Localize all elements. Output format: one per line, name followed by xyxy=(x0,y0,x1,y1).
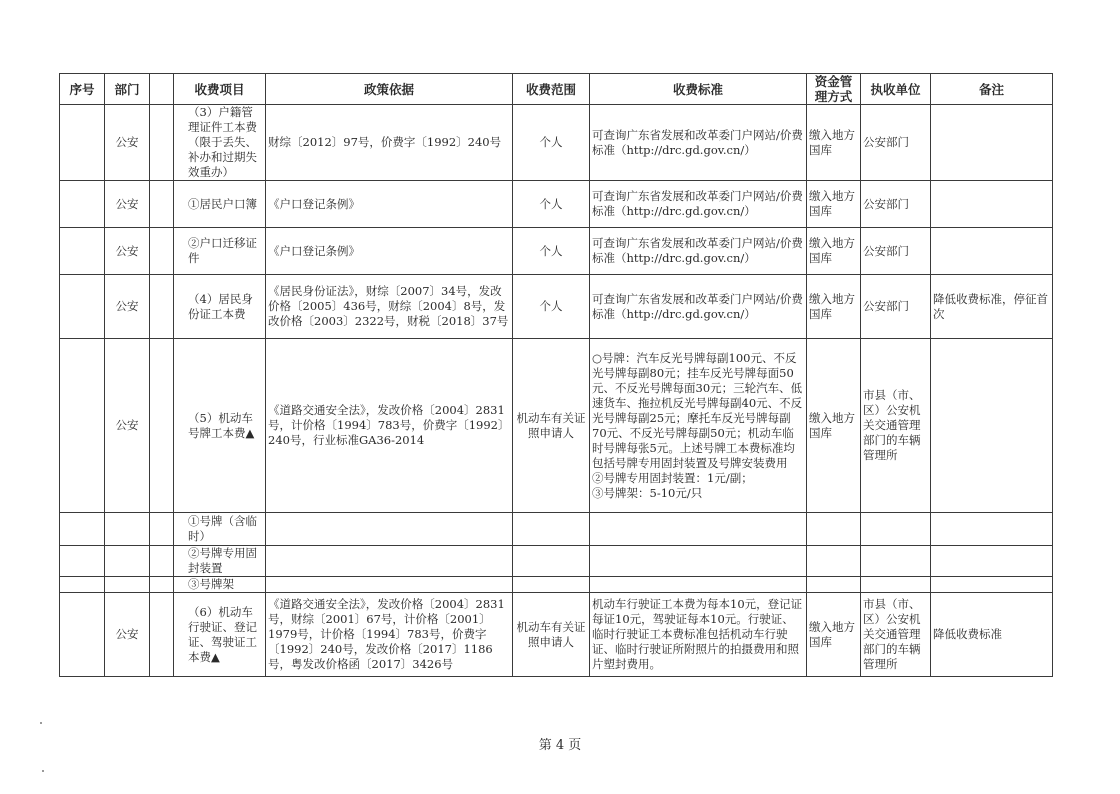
header-seq: 序号 xyxy=(60,74,105,105)
scan-speck xyxy=(42,770,44,772)
cell-item: （5）机动车号牌工本费▲ xyxy=(174,339,266,513)
header-standard: 收费标准 xyxy=(590,74,807,105)
cell-seq xyxy=(60,228,105,275)
cell-unit: 公安部门 xyxy=(861,275,931,339)
cell-item: （3）户籍管理证件工本费（限于丢失、补办和过期失效重办） xyxy=(174,105,266,181)
cell-seq xyxy=(60,577,105,593)
cell-unit xyxy=(861,546,931,577)
cell-fund: 缴入地方国库 xyxy=(807,181,861,228)
table-row xyxy=(60,513,1053,546)
cell-standard: 可查询广东省发展和改革委门户网站/价费标准（http://drc.gd.gov.cn/） xyxy=(590,181,807,228)
cell-note xyxy=(931,228,1053,275)
cell-item: ②号牌专用固封装置 xyxy=(174,546,266,577)
cell-fund xyxy=(807,546,861,577)
cell-standard: 机动车行驶证工本费为每本10元，登记证每证10元，驾驶证每本10元。行驶证、临时行驶证工本费标准包括机动车行驶证、临时行驶证所附照片的拍摄费用和照片塑封费用。 xyxy=(590,593,807,677)
cell-seq xyxy=(60,546,105,577)
header-dept: 部门 xyxy=(105,74,150,105)
cell-dept xyxy=(105,513,150,546)
header-row xyxy=(60,74,1053,105)
cell-item: ①号牌（含临时） xyxy=(174,513,266,546)
cell-scope xyxy=(513,546,590,577)
header-blank xyxy=(150,74,174,105)
cell-note xyxy=(931,181,1053,228)
cell-policy xyxy=(266,577,513,593)
cell-blank xyxy=(150,181,174,228)
cell-blank xyxy=(150,105,174,181)
cell-blank xyxy=(150,546,174,577)
cell-fund: 缴入地方国库 xyxy=(807,339,861,513)
cell-dept: 公安 xyxy=(105,593,150,677)
cell-dept: 公安 xyxy=(105,105,150,181)
cell-note xyxy=(931,546,1053,577)
cell-note xyxy=(931,577,1053,593)
cell-unit: 市县（市、区）公安机关交通管理部门的车辆管理所 xyxy=(861,339,931,513)
cell-item: （4）居民身份证工本费 xyxy=(174,275,266,339)
cell-note: 降低收费标准，停征首次 xyxy=(931,275,1053,339)
table-row xyxy=(60,181,1053,228)
cell-scope: 机动车有关证照申请人 xyxy=(513,593,590,677)
cell-standard xyxy=(590,546,807,577)
cell-scope: 个人 xyxy=(513,275,590,339)
cell-seq xyxy=(60,593,105,677)
cell-unit xyxy=(861,577,931,593)
cell-item: ①居民户口簿 xyxy=(174,181,266,228)
header-note: 备注 xyxy=(931,74,1053,105)
cell-fund: 缴入地方国库 xyxy=(807,228,861,275)
cell-unit xyxy=(861,513,931,546)
cell-seq xyxy=(60,339,105,513)
cell-item: （6）机动车行驶证、登记证、驾驶证工本费▲ xyxy=(174,593,266,677)
cell-fund: 缴入地方国库 xyxy=(807,275,861,339)
cell-standard xyxy=(590,577,807,593)
cell-item: ②户口迁移证件 xyxy=(174,228,266,275)
cell-policy: 《居民身份证法》，财综〔2007〕34号，发改价格〔2005〕436号，财综〔2004〕8号，发改价格〔2003〕2322号，财税〔2018〕37号 xyxy=(266,275,513,339)
fee-table xyxy=(59,73,1053,677)
table-row xyxy=(60,275,1053,339)
cell-note xyxy=(931,513,1053,546)
cell-scope: 机动车有关证照申请人 xyxy=(513,339,590,513)
cell-blank xyxy=(150,577,174,593)
cell-scope: 个人 xyxy=(513,228,590,275)
cell-seq xyxy=(60,513,105,546)
cell-fund xyxy=(807,513,861,546)
cell-fund: 缴入地方国库 xyxy=(807,593,861,677)
table-row xyxy=(60,577,1053,593)
cell-policy: 《道路交通安全法》，发改价格〔2004〕2831号，财综〔2001〕67号，计价格〔2001〕1979号，计价格〔1994〕783号，价费字〔1992〕240号，发改价格〔2017〕1186号，粤发改价格函〔2017〕3426号 xyxy=(266,593,513,677)
cell-seq xyxy=(60,181,105,228)
cell-dept xyxy=(105,546,150,577)
cell-dept: 公安 xyxy=(105,181,150,228)
cell-blank xyxy=(150,593,174,677)
page-number: 第 4 页 xyxy=(538,738,582,753)
cell-unit: 公安部门 xyxy=(861,181,931,228)
cell-standard: 可查询广东省发展和改革委门户网站/价费标准（http://drc.gd.gov.cn/） xyxy=(590,228,807,275)
table-row xyxy=(60,546,1053,577)
cell-note: 降低收费标准 xyxy=(931,593,1053,677)
cell-scope xyxy=(513,513,590,546)
cell-scope: 个人 xyxy=(513,181,590,228)
cell-standard xyxy=(590,513,807,546)
cell-item: ③号牌架 xyxy=(174,577,266,593)
header-fund: 资金管理方式 xyxy=(807,74,861,105)
cell-dept xyxy=(105,577,150,593)
cell-scope xyxy=(513,577,590,593)
header-unit: 执收单位 xyxy=(861,74,931,105)
scan-speck xyxy=(40,722,42,724)
cell-fund xyxy=(807,577,861,593)
cell-scope: 个人 xyxy=(513,105,590,181)
cell-policy xyxy=(266,546,513,577)
cell-blank xyxy=(150,513,174,546)
table-row xyxy=(60,228,1053,275)
cell-unit: 公安部门 xyxy=(861,105,931,181)
cell-policy xyxy=(266,513,513,546)
cell-blank xyxy=(150,228,174,275)
cell-seq xyxy=(60,275,105,339)
cell-unit: 市县（市、区）公安机关交通管理部门的车辆管理所 xyxy=(861,593,931,677)
table-row xyxy=(60,105,1053,181)
cell-dept: 公安 xyxy=(105,228,150,275)
cell-fund: 缴入地方国库 xyxy=(807,105,861,181)
cell-unit: 公安部门 xyxy=(861,228,931,275)
cell-policy: 《户口登记条例》 xyxy=(266,181,513,228)
cell-standard: ○号牌：汽车反光号牌每副100元、不反光号牌每副80元；挂车反光号牌每面50元、不反光号牌每面30元；三轮汽车、低速货车、拖拉机反光号牌每副40元、不反光号牌每副25元；摩托车反光号牌每副70元、不反光号牌每副50元；机动车临时号牌每张5元。上述号牌工本费标准均包括号牌专用固封装置及号牌安装费用 ②号牌专用固封装置：1元/副； ③号牌架：5-10元/只 xyxy=(590,339,807,513)
header-scope: 收费范围 xyxy=(513,74,590,105)
cell-note xyxy=(931,105,1053,181)
table-row xyxy=(60,593,1053,677)
header-item: 收费项目 xyxy=(174,74,266,105)
cell-policy: 财综〔2012〕97号，价费字〔1992〕240号 xyxy=(266,105,513,181)
cell-seq xyxy=(60,105,105,181)
cell-policy: 《道路交通安全法》，发改价格〔2004〕2831号，计价格〔1994〕783号，价费字〔1992〕240号，行业标准GA36-2014 xyxy=(266,339,513,513)
cell-blank xyxy=(150,275,174,339)
cell-dept: 公安 xyxy=(105,339,150,513)
cell-blank xyxy=(150,339,174,513)
cell-standard: 可查询广东省发展和改革委门户网站/价费标准（http://drc.gd.gov.cn/） xyxy=(590,275,807,339)
cell-dept: 公安 xyxy=(105,275,150,339)
cell-note xyxy=(931,339,1053,513)
cell-policy: 《户口登记条例》 xyxy=(266,228,513,275)
cell-standard: 可查询广东省发展和改革委门户网站/价费标准（http://drc.gd.gov.cn/） xyxy=(590,105,807,181)
table-row xyxy=(60,339,1053,513)
header-policy: 政策依据 xyxy=(266,74,513,105)
